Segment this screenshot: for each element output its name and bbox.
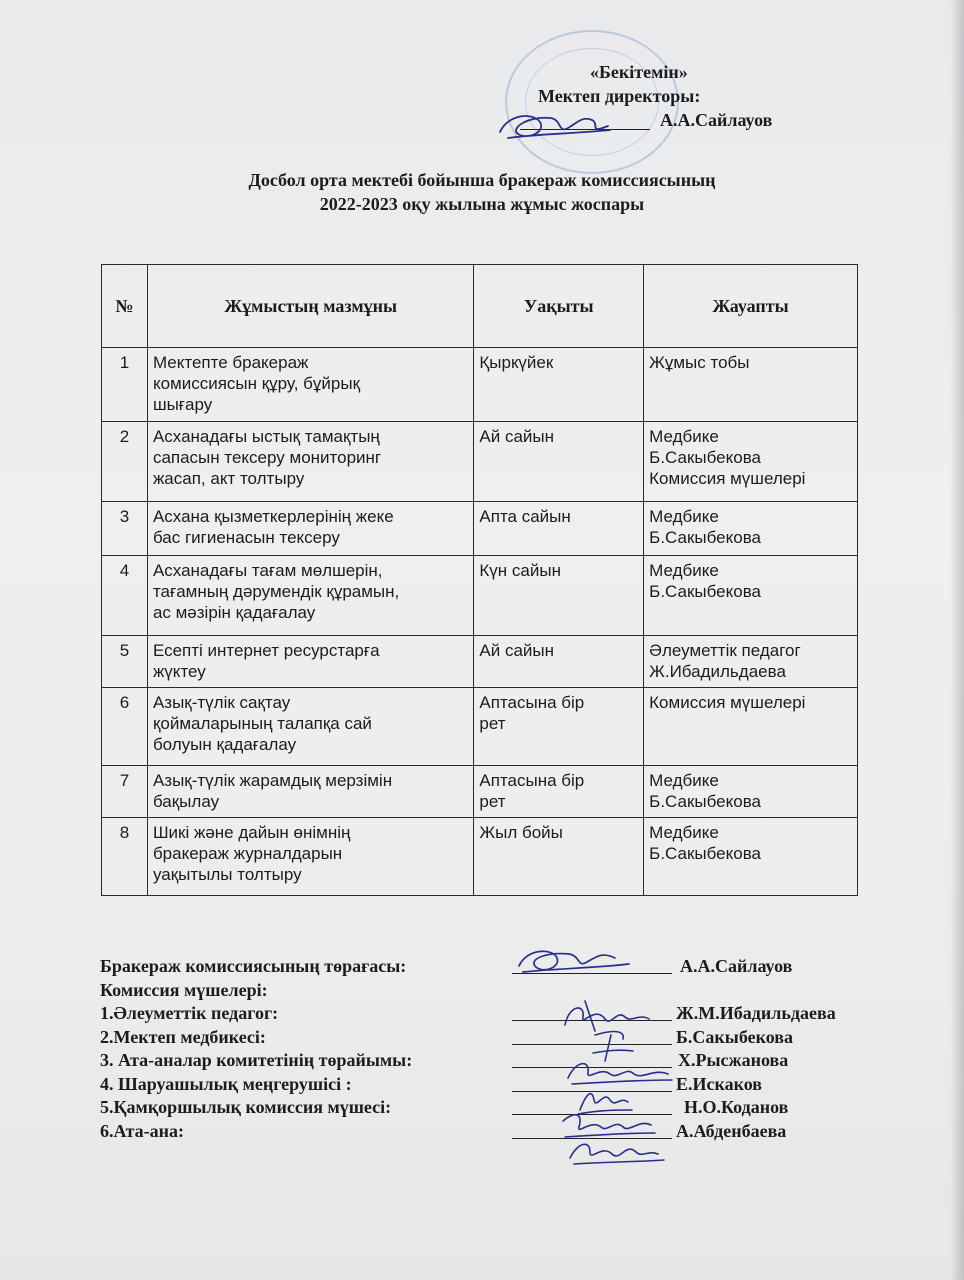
member-row	[100, 1049, 900, 1073]
cell-responsible	[644, 636, 858, 688]
member-row	[100, 1073, 900, 1097]
cell-content-line: Азық-түлік жарамдық мерзімін	[152, 771, 393, 790]
cell-number: 5	[102, 636, 148, 688]
member-name: Б.Сакыбекова	[676, 1026, 793, 1047]
cell-number: 3	[102, 502, 148, 556]
member-row	[100, 1026, 900, 1050]
cell-content-line: шығару	[152, 395, 213, 414]
cell-content-line: Есепті интернет ресурстарға	[152, 641, 380, 660]
cell-responsible-line: Б.Сакыбекова	[649, 792, 761, 811]
cell-responsible-line: Әлеуметтік педагог	[649, 641, 801, 660]
members-heading-row	[100, 979, 900, 1003]
cell-content-line: Мектепте бракераж	[152, 353, 309, 372]
cell-content	[147, 556, 473, 636]
member-role: 3. Ата-аналар комитетінің төрайымы:	[100, 1050, 413, 1070]
table-row	[102, 556, 858, 636]
cell-responsible-line: Комиссия мүшелері	[649, 469, 806, 488]
cell-content	[147, 766, 473, 818]
member-name: Х.Рысжанова	[678, 1050, 789, 1070]
cell-responsible	[644, 422, 858, 502]
cell-responsible	[644, 766, 858, 818]
cell-responsible-line: Ж.Ибадильдаева	[649, 662, 786, 681]
header-number: №	[102, 265, 148, 348]
cell-content-line: жүктеу	[152, 662, 206, 681]
table-row	[102, 818, 858, 896]
cell-content-line: бақылау	[152, 792, 220, 811]
director-name: А.А.Сайлауов	[660, 110, 773, 130]
member-name: Н.О.Коданов	[684, 1097, 789, 1117]
chair-signature	[505, 940, 635, 980]
cell-responsible-line: Б.Сакыбекова	[649, 582, 761, 601]
cell-number: 8	[102, 818, 148, 896]
title-line-1: Досбол орта мектебі бойынша бракераж комиссиясының	[248, 170, 716, 190]
member-row	[100, 1120, 900, 1144]
approval-role: Мектеп директоры:	[538, 86, 701, 106]
cell-number: 1	[102, 348, 148, 422]
cell-time	[474, 422, 644, 502]
table-row	[102, 636, 858, 688]
cell-content-line: Асхана қызметкерлерінің жеке	[152, 507, 394, 526]
cell-content	[147, 688, 473, 766]
table-row	[102, 688, 858, 766]
cell-content-line: тағамның дәрумендік құрамын,	[152, 582, 400, 601]
header-content: Жұмыстың мазмұны	[147, 265, 473, 348]
approval-block	[0, 0, 964, 140]
chair-name: А.А.Сайлауов	[680, 956, 793, 976]
member-row	[100, 1002, 900, 1026]
cell-responsible-line: Б.Сакыбекова	[649, 528, 761, 547]
member-name: Е.Искаков	[676, 1073, 763, 1094]
cell-content	[147, 348, 473, 422]
cell-time	[474, 556, 644, 636]
cell-responsible-line: Медбике	[649, 427, 719, 446]
chair-role: Бракераж комиссиясының төрағасы:	[100, 956, 407, 976]
cell-content-line: Асханадағы ыстық тамақтың	[152, 427, 380, 446]
cell-responsible-line: Комиссия мүшелері	[649, 693, 806, 712]
cell-time-line: Күн сайын	[479, 561, 561, 580]
cell-content-line: сапасын тексеру мониторинг	[152, 448, 382, 467]
cell-content	[147, 422, 473, 502]
table-row	[102, 766, 858, 818]
cell-time-line: Апта сайын	[479, 507, 571, 526]
cell-content-line: Асханадағы тағам мөлшерін,	[152, 561, 383, 580]
cell-content-line: Шикі және дайын өнімнің	[152, 823, 351, 842]
chair-row	[100, 955, 900, 979]
cell-responsible	[644, 688, 858, 766]
cell-responsible-line: Медбике	[649, 507, 719, 526]
work-plan-table	[101, 264, 858, 896]
cell-content-line: болуын қадағалау	[152, 735, 297, 754]
cell-responsible	[644, 348, 858, 422]
member-signature-6	[560, 1132, 670, 1172]
cell-content-line: Азық-түлік сақтау	[152, 693, 291, 712]
member-role: 5.Қамқоршылық комиссия мүшесі:	[100, 1097, 392, 1117]
member-role: 1.Әлеуметтік педагог:	[100, 1003, 279, 1023]
signature-block	[100, 955, 900, 1143]
approval-title: «Бекітемін»	[590, 62, 688, 82]
cell-time	[474, 818, 644, 896]
cell-number: 6	[102, 688, 148, 766]
cell-time-line: Қыркүйек	[479, 353, 554, 372]
table-header-row	[102, 265, 858, 348]
header-time: Уақыты	[474, 265, 644, 348]
cell-time-line: рет	[479, 714, 506, 733]
cell-number: 7	[102, 766, 148, 818]
cell-content	[147, 636, 473, 688]
cell-responsible-line: Б.Сакыбекова	[649, 448, 761, 467]
cell-responsible-line: Медбике	[649, 771, 719, 790]
cell-responsible-line: Б.Сакыбекова	[649, 844, 761, 863]
cell-time-line: Аптасына бір	[479, 693, 585, 712]
cell-content-line: қоймаларының талапқа сай	[152, 714, 372, 733]
document-title	[0, 168, 964, 216]
cell-content-line: ас мәзірін қадағалау	[152, 603, 316, 622]
cell-time	[474, 636, 644, 688]
cell-time-line: Жыл бойы	[479, 823, 563, 842]
table-row	[102, 422, 858, 502]
member-role: 6.Ата-ана:	[100, 1120, 185, 1141]
member-role: 2.Мектеп медбикесі:	[100, 1026, 266, 1047]
cell-time-line: Аптасына бір	[479, 771, 585, 790]
cell-content	[147, 502, 473, 556]
cell-responsible-line: Жұмыс тобы	[649, 353, 750, 372]
cell-content-line: бракераж журналдарын	[152, 844, 343, 863]
cell-time	[474, 348, 644, 422]
cell-time-line: Ай сайын	[479, 427, 555, 446]
director-signature	[488, 104, 618, 146]
cell-responsible-line: Медбике	[649, 823, 719, 842]
cell-time	[474, 502, 644, 556]
cell-content-line: комиссиясын құру, бұйрық	[152, 374, 361, 393]
member-role: 4. Шаруашылық меңгерушісі :	[100, 1073, 352, 1094]
cell-number: 2	[102, 422, 148, 502]
cell-time	[474, 688, 644, 766]
table-row	[102, 348, 858, 422]
cell-responsible	[644, 818, 858, 896]
cell-number: 4	[102, 556, 148, 636]
cell-content-line: уақытылы толтыру	[152, 865, 302, 884]
cell-responsible-line: Медбике	[649, 561, 719, 580]
table-row	[102, 502, 858, 556]
header-responsible: Жауапты	[644, 265, 858, 348]
title-line-2: 2022-2023 оқу жылына жұмыс жоспары	[319, 194, 645, 214]
cell-content-line: бас гигиенасын тексеру	[152, 528, 340, 547]
cell-content-line: жасап, акт толтыру	[152, 469, 305, 488]
cell-responsible	[644, 502, 858, 556]
cell-time	[474, 766, 644, 818]
cell-responsible	[644, 556, 858, 636]
member-name: Ж.М.Ибадильдаева	[676, 1003, 836, 1023]
members-heading: Комиссия мүшелері:	[100, 979, 268, 1000]
member-row	[100, 1096, 900, 1120]
cell-time-line: рет	[479, 792, 506, 811]
cell-time-line: Ай сайын	[479, 641, 555, 660]
member-name: А.Абденбаева	[676, 1120, 787, 1141]
cell-content	[147, 818, 473, 896]
